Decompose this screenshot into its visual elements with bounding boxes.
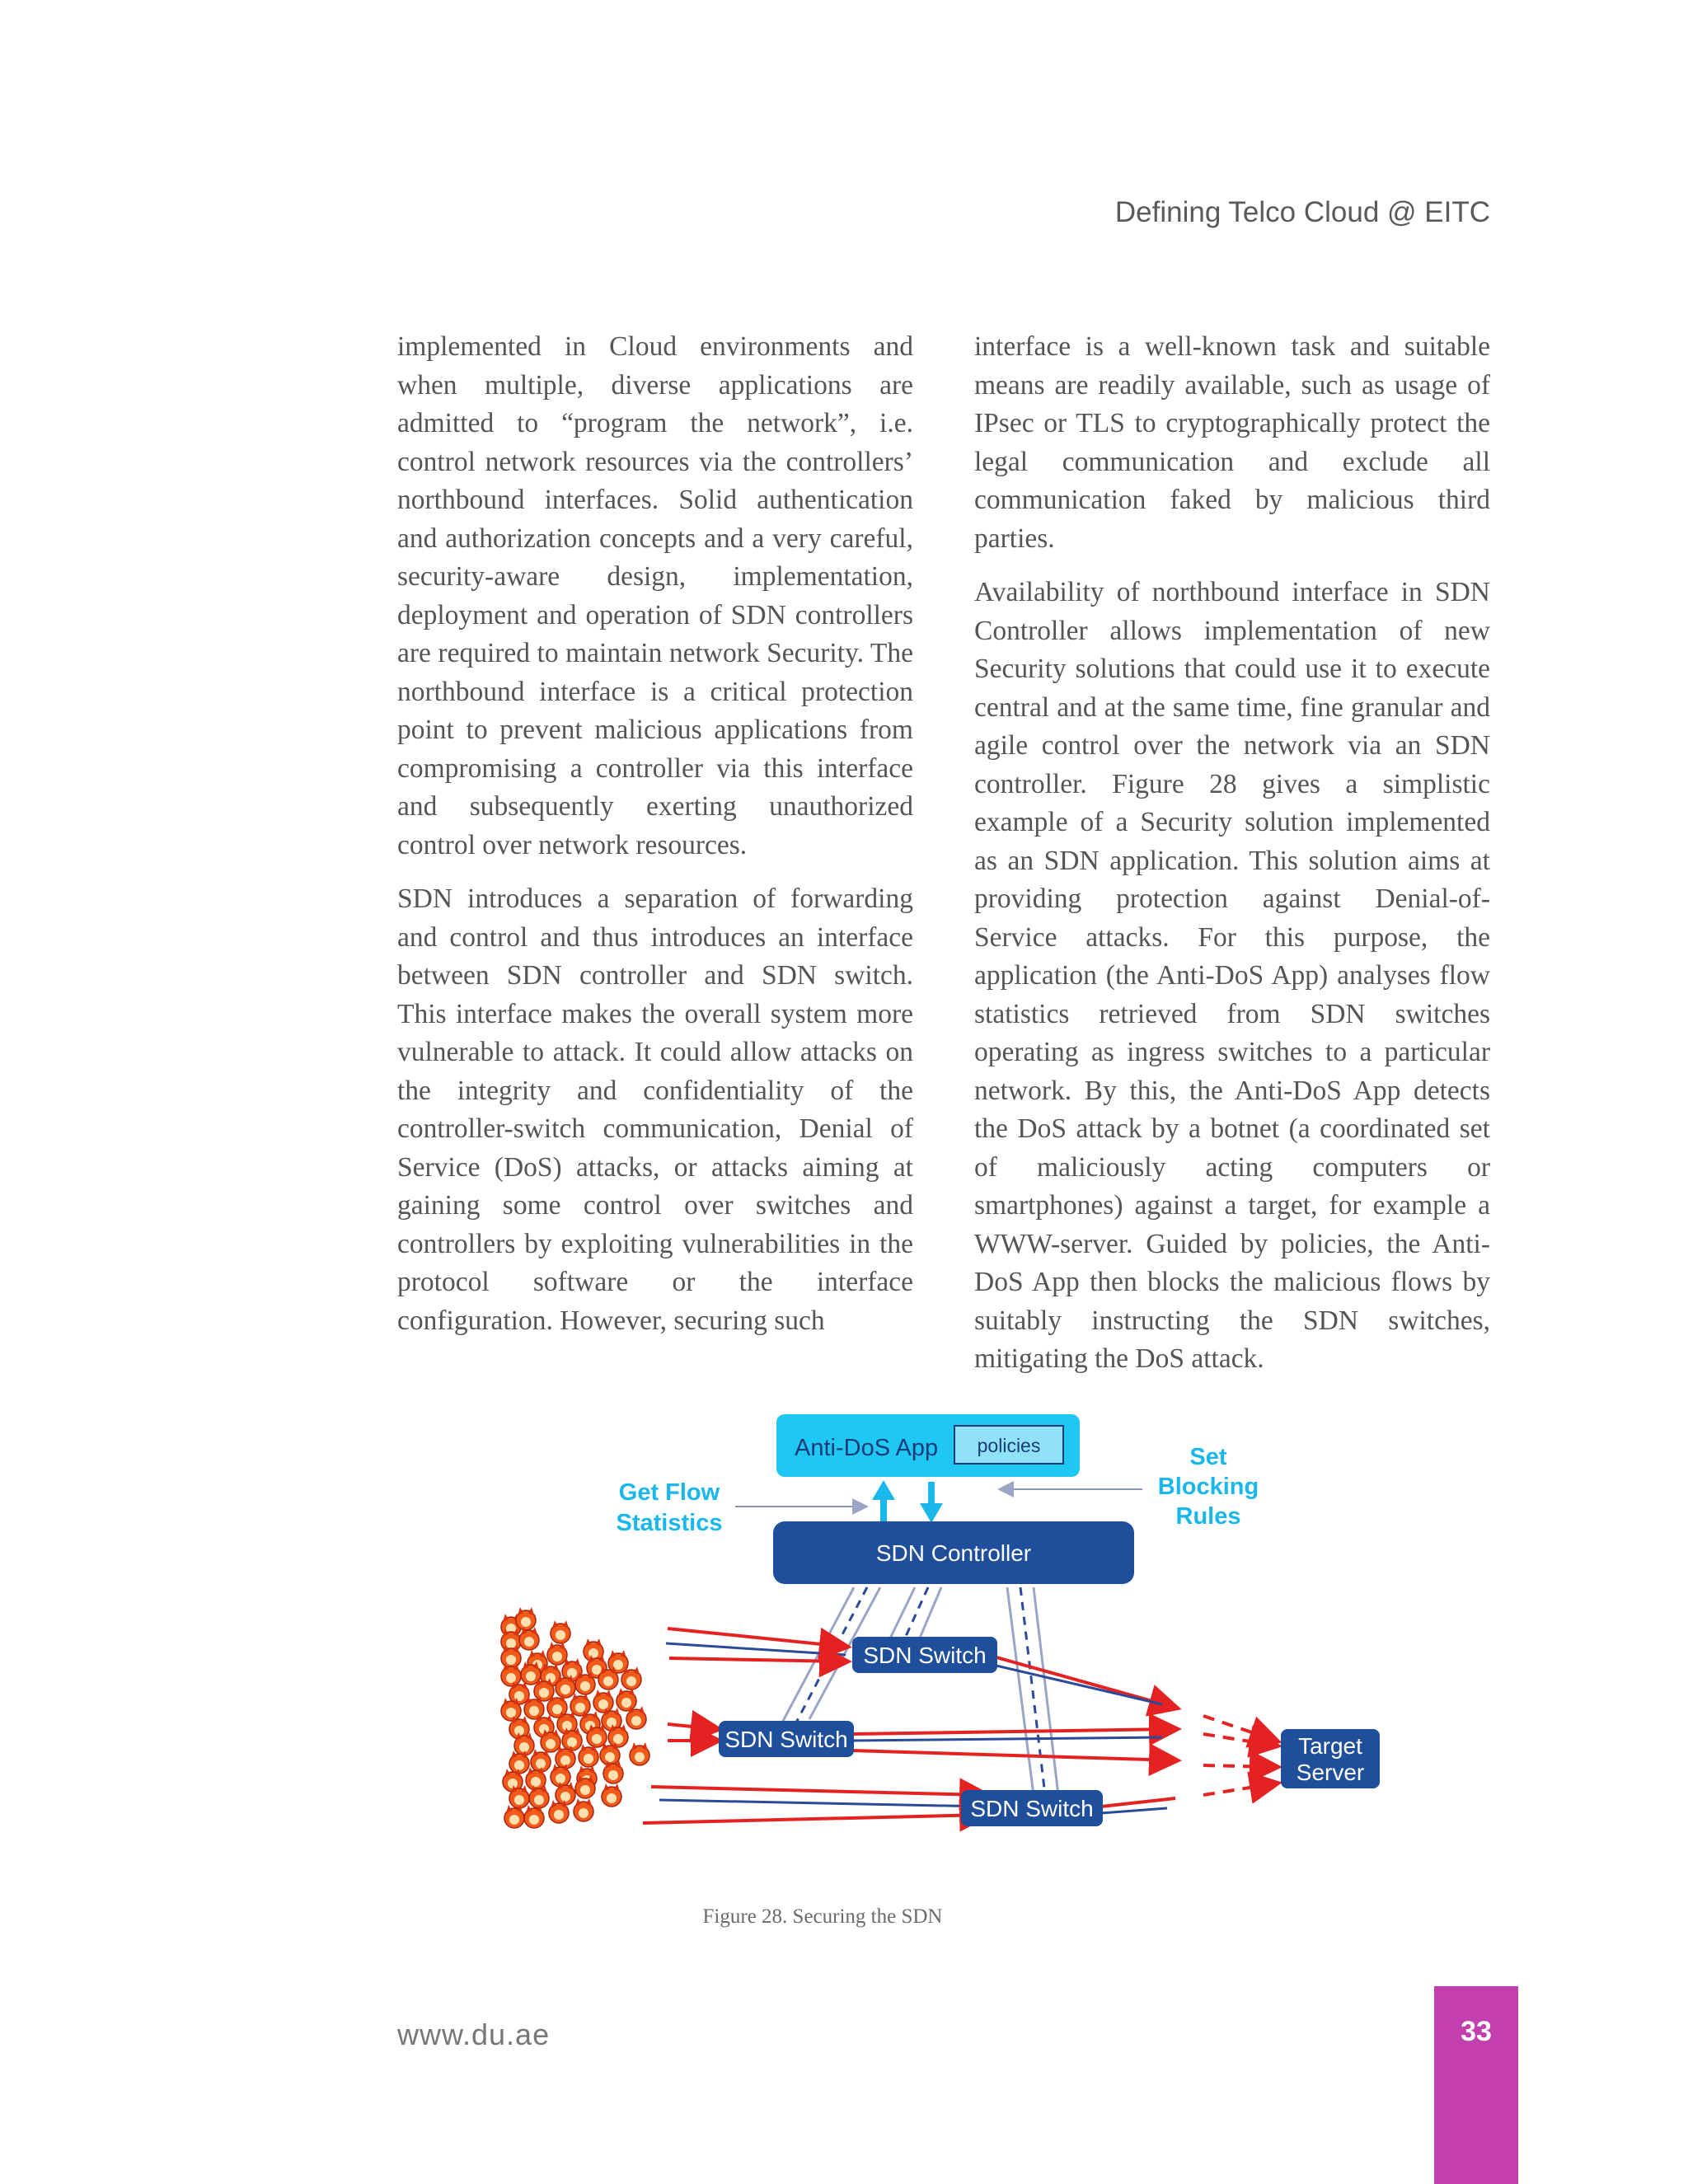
bot-icon (501, 1663, 521, 1686)
figure-caption: Figure 28. Securing the SDN (702, 1905, 943, 1928)
footer-url: www.du.ae (397, 2018, 551, 2051)
right-column (974, 328, 1490, 1394)
bot-icon (574, 1798, 593, 1821)
bot-icon (570, 1693, 590, 1716)
sdn-switch-top (852, 1637, 997, 1673)
left-paragraph-2: SDN introduces a separation of forwarding and control and thus introduces an interface between SDN controller and SDN switch. This interface makes the overall system more vulnerable to attack. It could allow attacks on the integrity and confidentiality of the controller-switch communication, Denial of Service (DoS) attacks, or attacks aiming at gaining some control over switches and controllers by exploiting vulnerabilities in the protocol software or the interface configuration. However, securing such (397, 883, 913, 1336)
anti-dos-app-label: Anti-DoS App (795, 1435, 939, 1461)
page-number-tab (1434, 1986, 1518, 2184)
bot-icon (602, 1783, 621, 1807)
sdn-switch-mid (719, 1721, 854, 1757)
control-channels (781, 1587, 1058, 1795)
set-blocking-label-2: Blocking (1157, 1474, 1259, 1500)
sdn-controller-label: SDN Controller (875, 1540, 1032, 1566)
botnet-cluster (501, 1607, 649, 1828)
get-flow-label-2: Statistics (616, 1510, 723, 1536)
sdn-controller-box (773, 1521, 1134, 1584)
left-paragraph-1: implemented in Cloud environments and when multiple, diverse applications are admitted to “program the network”, i.e. control network resources via the controllers’ northbound interfaces. Solid authentication and authorization concepts and a very careful, security-aware design, implementation, deployment and operation of SDN controllers are required to maintain network Security. The northbound interface is a critical protection point to prevent malicious applications from compromising a controller via this interface and subsequently exerting unauthorized control over network resources. (397, 331, 913, 860)
bot-icon (593, 1690, 613, 1713)
set-blocking-label-1: Set (1189, 1444, 1227, 1470)
sdn-switch-bottom (961, 1790, 1103, 1826)
sdn-switch-top-label: SDN Switch (863, 1643, 987, 1668)
bot-icon (617, 1688, 636, 1711)
bot-icon (516, 1607, 536, 1630)
left-column (397, 328, 913, 1356)
sdn-diagram (486, 1411, 1409, 1856)
anti-dos-app-box (776, 1414, 1080, 1477)
bot-icon (551, 1620, 570, 1643)
target-label-1: Target (1298, 1733, 1362, 1759)
running-header: Defining Telco Cloud @ EITC (1114, 196, 1490, 228)
target-label-2: Server (1296, 1760, 1365, 1785)
bot-icon (584, 1638, 603, 1661)
right-paragraph-2: Availability of northbound interface in SDN Controller allows implementation of new Security solutions that could use it to execute central and at the same time, fine granular and agile control over the network via an SDN controller. Figure 28 gives a simplistic example of a Security solution implemented as an SDN application. This solution aims at providing protection against Denial-of-Service attacks. For this purpose, the application (the Anti-DoS App) analyses flow statistics retrieved from SDN switches operating as ingress switches to a particular network. By this, the Anti-DoS App detects the DoS attack by a botnet (a coordinated set of maliciously acting computers or smartphones) against a target, for example a WWW-server. Guided by policies, the Anti-DoS App then blocks the malicious flows by suitably instructing the SDN switches, mitigating the DoS attack. (974, 577, 1490, 1374)
target-server-box (1281, 1729, 1380, 1788)
bot-icon (519, 1627, 539, 1650)
sdn-security-figure (486, 1411, 1409, 1856)
bot-icon (630, 1742, 649, 1765)
sdn-switch-mid-label: SDN Switch (724, 1727, 848, 1752)
right-paragraph-1: interface is a well-known task and suitable means are readily available, such as usage of IPsec or TLS to cryptographically protect the legal communication and exclude all communication faked by malicious third parties. (974, 331, 1490, 554)
set-blocking-label-3: Rules (1175, 1503, 1241, 1530)
up-arrow (872, 1480, 895, 1523)
down-arrow (920, 1482, 943, 1523)
page-number: 33 (1461, 2016, 1492, 2047)
sdn-switch-bottom-label: SDN Switch (970, 1796, 1094, 1821)
get-flow-label-1: Get Flow (618, 1479, 720, 1506)
policies-label: policies (977, 1435, 1041, 1456)
bot-icon (547, 1642, 567, 1665)
